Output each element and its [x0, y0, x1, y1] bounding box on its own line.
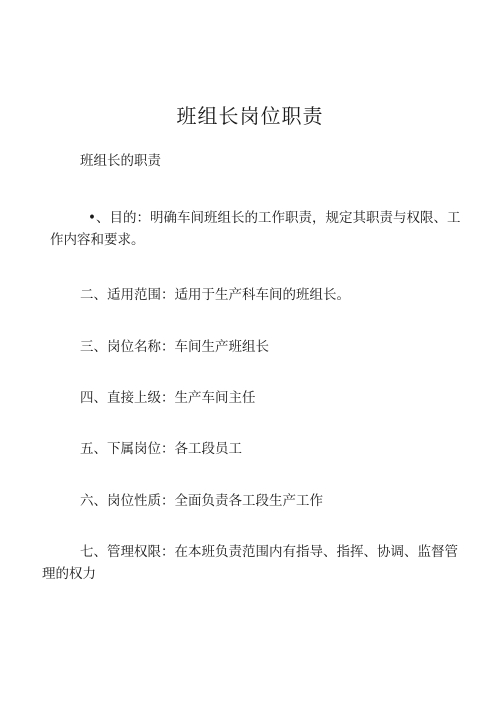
item-position-nature: 六、岗位性质：全面负责各工段生产工作	[80, 493, 323, 509]
item-authority-line1: 七、管理权限：在本班负责范围内有指导、指挥、协调、监督管	[80, 544, 458, 560]
item-scope: 二、适用范围：适用于生产科车间的班组长。	[80, 287, 350, 303]
item-authority-line2: 理的权力	[42, 566, 96, 582]
item-management-authority	[42, 541, 458, 585]
section-heading: 班组长的职责	[80, 153, 161, 169]
document-title: 班组长岗位职责	[176, 104, 324, 128]
item-purpose-line1: •、目的：明确车间班组长的工作职责，规定其职责与权限、工	[88, 210, 461, 226]
item-direct-superior: 四、直接上级：生产车间主任	[80, 390, 256, 406]
item-purpose-line2: 作内容和要求。	[50, 232, 145, 248]
item-position-name: 三、岗位名称：车间生产班组长	[80, 339, 269, 355]
item-subordinate-positions: 五、下属岗位：各工段员工	[80, 441, 242, 457]
item-purpose	[50, 207, 461, 251]
